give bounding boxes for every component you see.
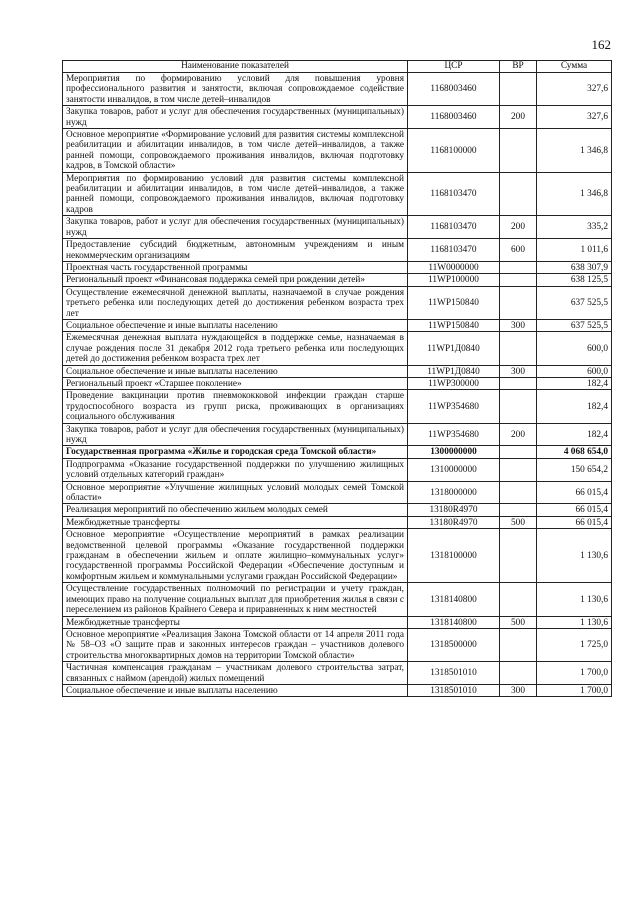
table-row — [63, 172, 612, 216]
table-row — [63, 390, 612, 423]
table-row — [63, 529, 612, 583]
cell-name: Региональный проект «Старшее поколение» — [63, 377, 408, 389]
table-row — [63, 286, 612, 319]
cell-name: Основное мероприятие «Реализация Закона Томской области от 14 апреля 2011 года № 58–ОЗ «О защите прав и законных интересов граждан – участников долевого строительства многоквартирных домов на территории Томской области» — [63, 628, 408, 661]
cell-vr — [500, 274, 537, 286]
cell-name: Социальное обеспечение и иные выплаты населению — [63, 365, 408, 377]
cell-csr: 1310000000 — [408, 458, 500, 481]
cell-sum: 1 011,6 — [537, 239, 612, 262]
table-row — [63, 446, 612, 458]
cell-csr: 1168103470 — [408, 216, 500, 239]
cell-csr: 1318140800 — [408, 616, 500, 628]
cell-csr: 13180R4970 — [408, 516, 500, 528]
cell-vr: 200 — [500, 423, 537, 446]
cell-vr: 500 — [500, 516, 537, 528]
cell-name: Мероприятия по формированию условий для повышения уровня профессионального развития и занятости, включая сопровождаемое содействие занятости инвалидов, в том числе детей–инвалидов — [63, 73, 408, 106]
table-row — [63, 504, 612, 516]
cell-sum: 150 654,2 — [537, 458, 612, 481]
cell-sum: 1 130,6 — [537, 529, 612, 583]
cell-csr: 11WP150840 — [408, 286, 500, 319]
cell-vr — [500, 129, 537, 173]
budget-table — [62, 60, 612, 697]
table-row — [63, 377, 612, 389]
cell-sum: 327,6 — [537, 106, 612, 129]
cell-sum: 1 130,6 — [537, 616, 612, 628]
cell-csr: 1168003460 — [408, 73, 500, 106]
cell-csr: 1318501010 — [408, 662, 500, 685]
cell-name: Реализация мероприятий по обеспечению жильем молодых семей — [63, 504, 408, 516]
cell-csr: 1168003460 — [408, 106, 500, 129]
cell-csr: 11WP150840 — [408, 319, 500, 331]
cell-name: Частичная компенсация гражданам – участникам долевого строительства затрат, связанных с наймом (арендой) жилых помещений — [63, 662, 408, 685]
cell-vr: 300 — [500, 319, 537, 331]
cell-csr: 1168100000 — [408, 129, 500, 173]
cell-name: Осуществление ежемесячной денежной выплаты, назначаемой в случае рождения третьего ребенка или последующих детей до достижения ребенком возраста трех лет — [63, 286, 408, 319]
cell-name: Проектная часть государственной программы — [63, 261, 408, 273]
cell-vr — [500, 286, 537, 319]
cell-sum: 1 346,8 — [537, 129, 612, 173]
cell-csr: 1168103470 — [408, 172, 500, 216]
table-row — [63, 274, 612, 286]
cell-vr: 500 — [500, 616, 537, 628]
cell-sum: 600,0 — [537, 365, 612, 377]
table-row — [63, 628, 612, 661]
cell-sum: 1 130,6 — [537, 583, 612, 616]
cell-name: Основное мероприятие «Улучшение жилищных условий молодых семей Томской области» — [63, 481, 408, 504]
table-row — [63, 423, 612, 446]
cell-name: Межбюджетные трансферты — [63, 516, 408, 528]
cell-csr: 11WP1Д0840 — [408, 332, 500, 365]
cell-csr: 1318140800 — [408, 583, 500, 616]
table-row — [63, 662, 612, 685]
cell-csr: 1318000000 — [408, 481, 500, 504]
cell-vr — [500, 73, 537, 106]
cell-vr — [500, 628, 537, 661]
cell-csr: 11WP354680 — [408, 390, 500, 423]
column-header-csr: ЦСР — [408, 61, 500, 73]
cell-vr: 200 — [500, 216, 537, 239]
cell-sum: 637 525,5 — [537, 286, 612, 319]
table-row — [63, 458, 612, 481]
cell-csr: 11WP1Д0840 — [408, 365, 500, 377]
cell-csr: 11WP100000 — [408, 274, 500, 286]
cell-csr: 11WP354680 — [408, 423, 500, 446]
cell-vr: 300 — [500, 365, 537, 377]
cell-csr: 11WP300000 — [408, 377, 500, 389]
table-row — [63, 216, 612, 239]
cell-csr: 11W0000000 — [408, 261, 500, 273]
cell-name: Государственная программа «Жилье и городская среда Томской области» — [63, 446, 408, 458]
table-row — [63, 516, 612, 528]
cell-name: Ежемесячная денежная выплата нуждающейся в поддержке семье, назначаемая в случае рождения после 31 декабря 2012 года третьего ребенка или последующих детей до достижения ребенком возраста трех лет — [63, 332, 408, 365]
cell-sum: 66 015,4 — [537, 516, 612, 528]
cell-name: Основное мероприятие «Осуществление мероприятий в рамках реализации ведомственной целевой программы «Оказание государственной поддержки гражданам в обеспечении жильем и оплате жилищно–коммунальных услуг» государственной программы Российской Федерации «Обеспечение доступным и комфортным жильем и коммунальными услугами граждан Российской Федерации» — [63, 529, 408, 583]
table-row — [63, 332, 612, 365]
cell-sum: 638 307,9 — [537, 261, 612, 273]
cell-csr: 1300000000 — [408, 446, 500, 458]
cell-vr — [500, 504, 537, 516]
cell-sum: 66 015,4 — [537, 504, 612, 516]
cell-name: Закупка товаров, работ и услуг для обеспечения государственных (муниципальных) нужд — [63, 423, 408, 446]
cell-sum: 182,4 — [537, 377, 612, 389]
table-row — [63, 239, 612, 262]
table-row — [63, 106, 612, 129]
cell-name: Социальное обеспечение и иные выплаты населению — [63, 319, 408, 331]
cell-sum: 4 068 654,0 — [537, 446, 612, 458]
cell-sum: 1 700,0 — [537, 684, 612, 696]
cell-name: Основное мероприятие «Формирование условий для развития системы комплексной реабилитации и абилитации инвалидов, в том числе детей–инвалидов, а также ранней помощи, сопровождаемого проживания инвалидов, включая подготовку кадров, в Томской области» — [63, 129, 408, 173]
column-header-name: Наименование показателей — [63, 61, 408, 73]
cell-csr: 1318501010 — [408, 684, 500, 696]
table-row — [63, 365, 612, 377]
cell-vr — [500, 583, 537, 616]
cell-name: Региональный проект «Финансовая поддержка семей при рождении детей» — [63, 274, 408, 286]
cell-vr — [500, 481, 537, 504]
cell-name: Проведение вакцинации против пневмококковой инфекции граждан старше трудоспособного возраста из групп риска, проживающих в организациях социального обслуживания — [63, 390, 408, 423]
cell-sum: 66 015,4 — [537, 481, 612, 504]
cell-sum: 182,4 — [537, 390, 612, 423]
cell-csr: 1318500000 — [408, 628, 500, 661]
cell-sum: 638 125,5 — [537, 274, 612, 286]
cell-vr: 600 — [500, 239, 537, 262]
cell-sum: 327,6 — [537, 73, 612, 106]
cell-vr: 300 — [500, 684, 537, 696]
cell-name: Осуществление государственных полномочий по регистрации и учету граждан, имеющих право на получение социальных выплат для приобретения жилья в связи с переселением из районов Крайнего Севера и приравненных к ним местностей — [63, 583, 408, 616]
page-number: 162 — [591, 37, 611, 52]
cell-name: Закупка товаров, работ и услуг для обеспечения государственных (муниципальных) нужд — [63, 216, 408, 239]
cell-sum: 182,4 — [537, 423, 612, 446]
table-row — [63, 481, 612, 504]
cell-csr: 13180R4970 — [408, 504, 500, 516]
cell-sum: 1 700,0 — [537, 662, 612, 685]
cell-vr — [500, 662, 537, 685]
cell-csr: 1318100000 — [408, 529, 500, 583]
column-header-sum: Сумма — [537, 61, 612, 73]
cell-name: Межбюджетные трансферты — [63, 616, 408, 628]
cell-vr — [500, 332, 537, 365]
table-row — [63, 616, 612, 628]
cell-name: Подпрограмма «Оказание государственной поддержки по улучшению жилищных условий отдельных категорий граждан» — [63, 458, 408, 481]
table-row — [63, 583, 612, 616]
table-row — [63, 319, 612, 331]
cell-name: Мероприятия по формированию условий для развития системы комплексной реабилитации и абилитации инвалидов, в том числе детей–инвалидов, а также ранней помощи, сопровождаемого проживания инвалидов, включая подготовку кадров — [63, 172, 408, 216]
table-row — [63, 684, 612, 696]
cell-sum: 1 725,0 — [537, 628, 612, 661]
cell-vr — [500, 377, 537, 389]
cell-sum: 600,0 — [537, 332, 612, 365]
cell-sum: 637 525,5 — [537, 319, 612, 331]
cell-vr — [500, 261, 537, 273]
table-row — [63, 129, 612, 173]
table-header-row — [63, 61, 612, 73]
cell-name: Социальное обеспечение и иные выплаты населению — [63, 684, 408, 696]
cell-vr — [500, 446, 537, 458]
cell-csr: 1168103470 — [408, 239, 500, 262]
cell-vr — [500, 172, 537, 216]
cell-sum: 1 346,8 — [537, 172, 612, 216]
cell-vr: 200 — [500, 106, 537, 129]
cell-vr — [500, 529, 537, 583]
cell-vr — [500, 390, 537, 423]
cell-sum: 335,2 — [537, 216, 612, 239]
cell-name: Закупка товаров, работ и услуг для обеспечения государственных (муниципальных) нужд — [63, 106, 408, 129]
cell-vr — [500, 458, 537, 481]
table-row — [63, 261, 612, 273]
column-header-vr: ВР — [500, 61, 537, 73]
cell-name: Предоставление субсидий бюджетным, автономным учреждениям и иным некоммерческим организациям — [63, 239, 408, 262]
table-row — [63, 73, 612, 106]
